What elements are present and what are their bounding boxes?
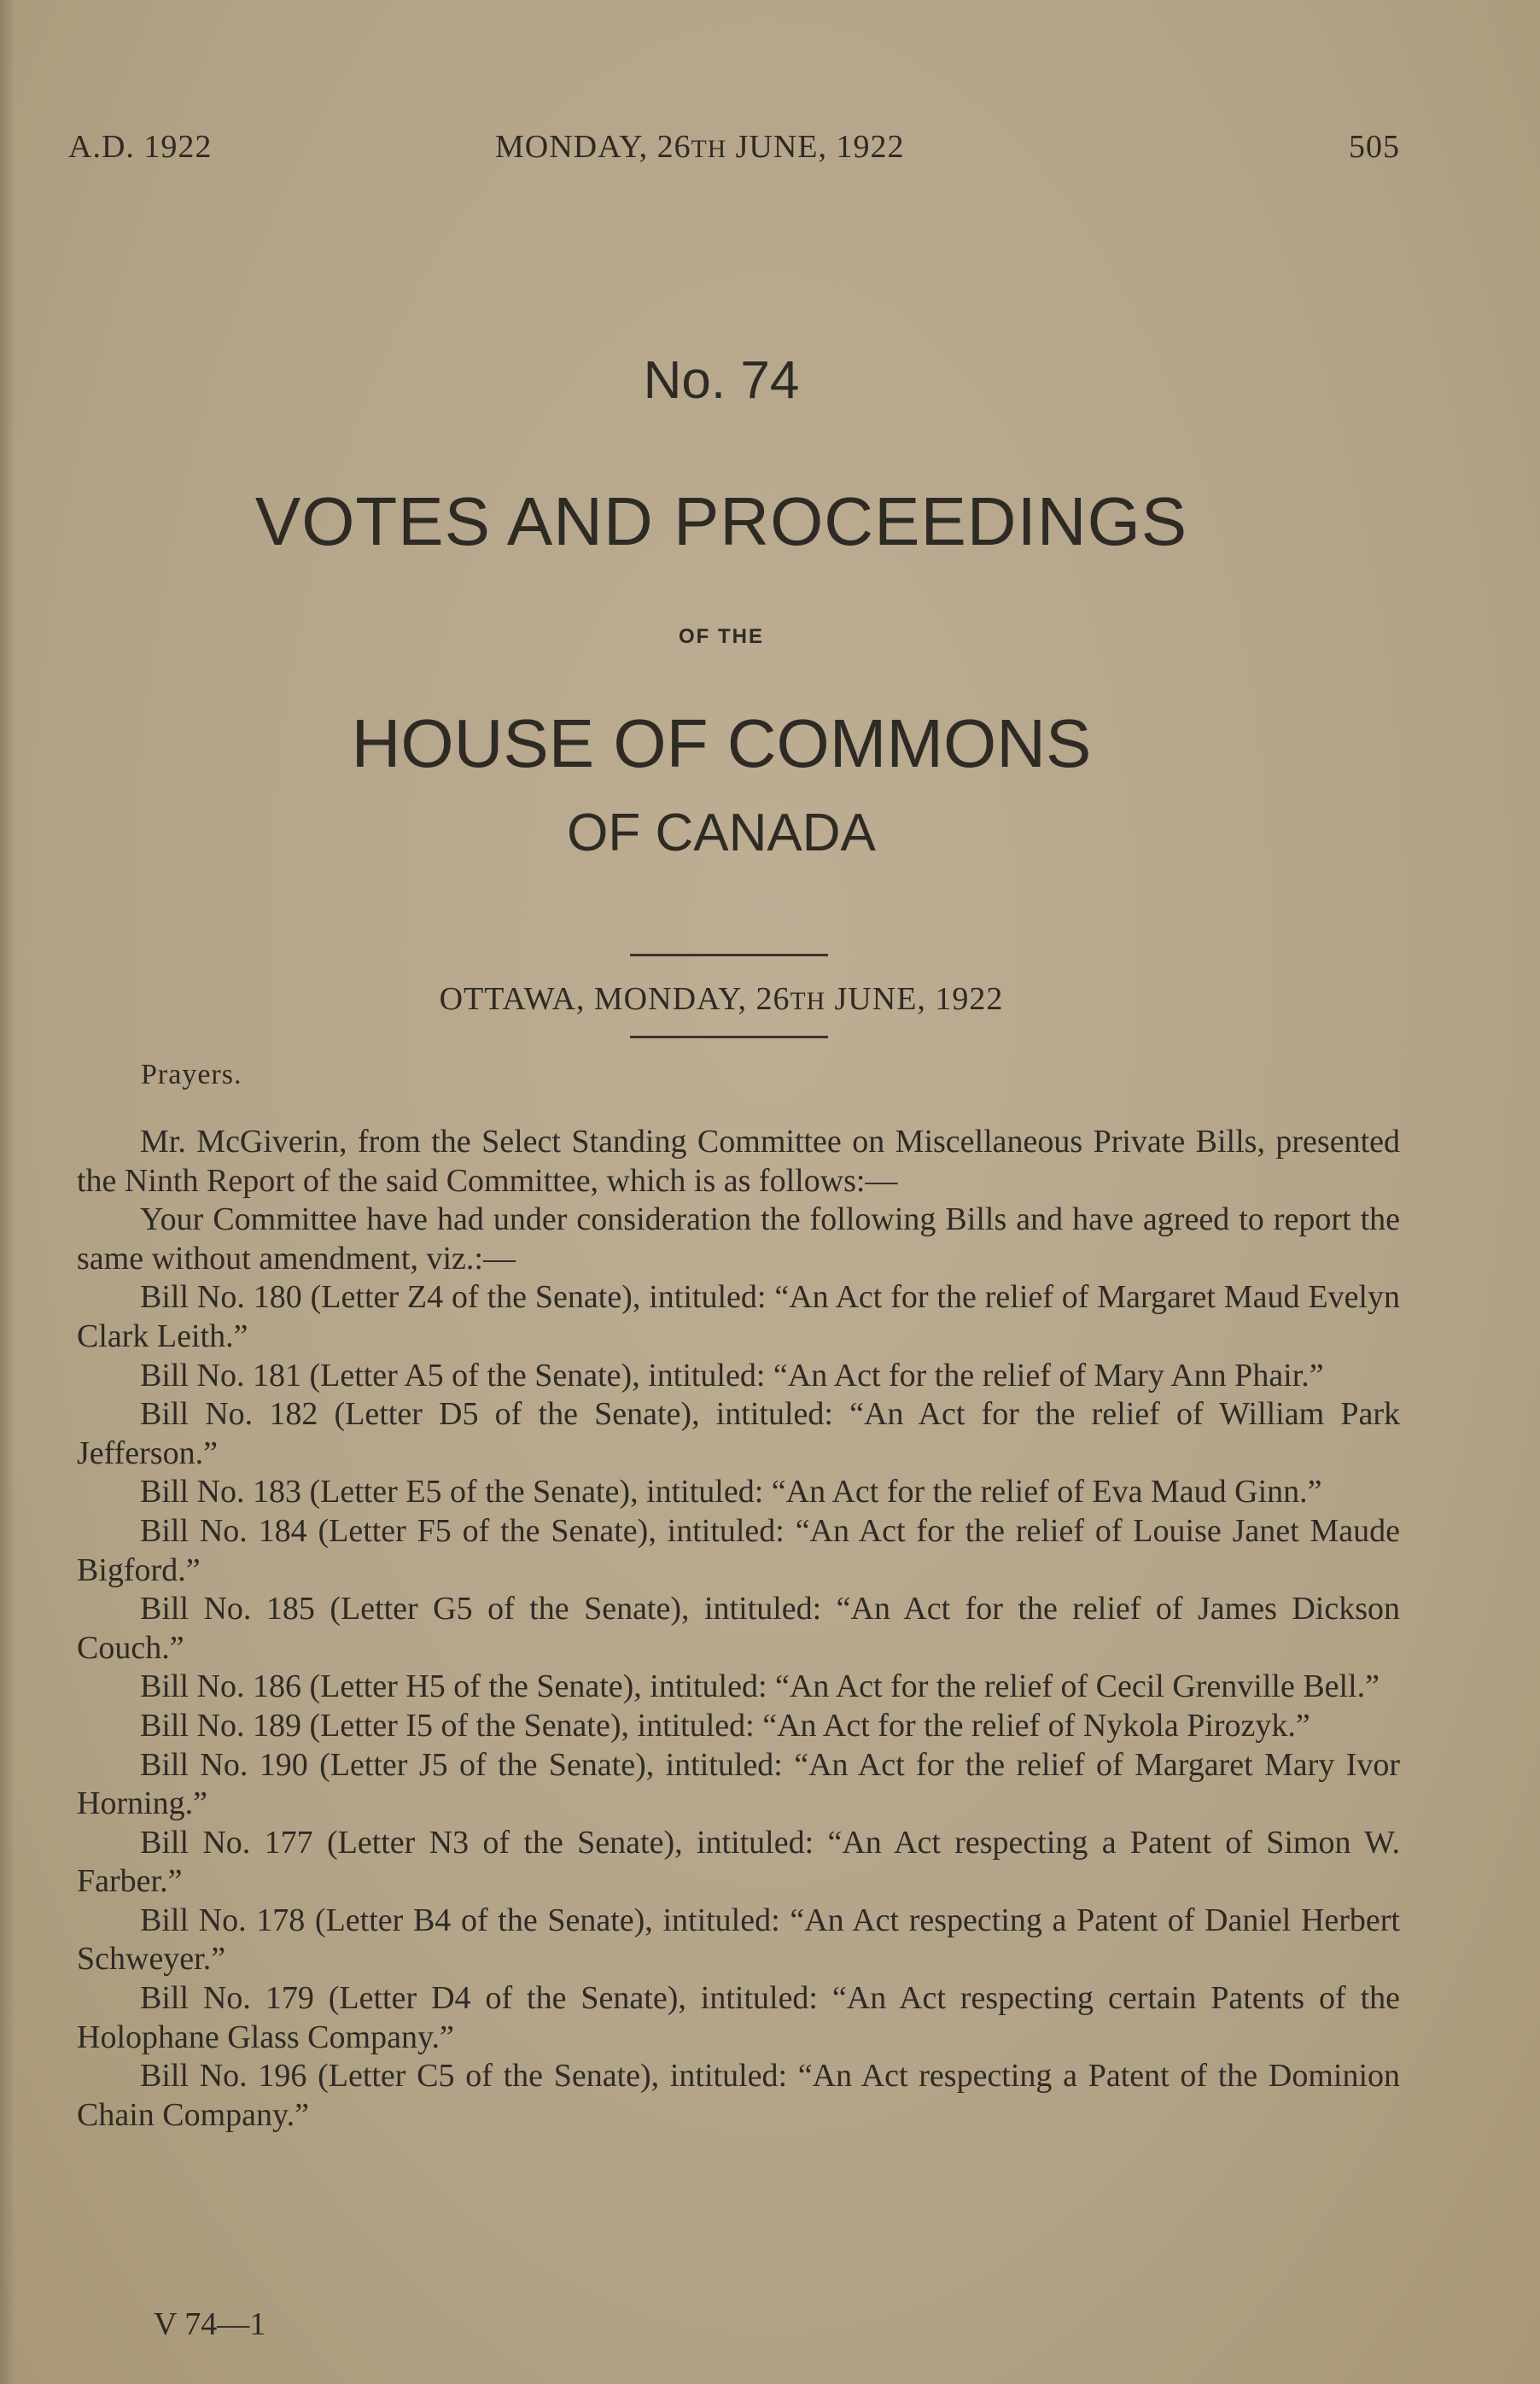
issue-number: No. 74 xyxy=(643,351,800,410)
bill-entry: Bill No. 177 (Letter N3 of the Senate), intituled: “An Act respecting a Patent of Simon W. Farber.” xyxy=(77,1824,1400,1900)
bill-entry: Bill No. 183 (Letter E5 of the Senate), intituled: “An Act for the relief of Eva Maud Ginn.” xyxy=(140,1474,1322,1510)
paragraph-committee-statement: Your Committee have had under consideration the following Bills and have agreed to report the same without amendment, viz.:— xyxy=(77,1201,1400,1277)
bill-entry: Bill No. 184 (Letter F5 of the Senate), intituled: “An Act for the relief of Louise Janet Maude Bigford.” xyxy=(77,1512,1400,1588)
bill-entry: Bill No. 189 (Letter I5 of the Senate), intituled: “An Act for the relief of Nykola Pirozyk.” xyxy=(140,1707,1310,1744)
bill-entry: Bill No. 186 (Letter H5 of the Senate), intituled: “An Act for the relief of Cecil Grenville Bell.” xyxy=(140,1668,1380,1705)
bill-entry: Bill No. 185 (Letter G5 of the Senate), intituled: “An Act for the relief of James Dickson Couch.” xyxy=(77,1591,1400,1666)
body-text xyxy=(77,1123,1400,2135)
bottom-divider xyxy=(630,1036,828,1038)
running-head-year: A.D. 1922 xyxy=(68,129,213,165)
house-title: HOUSE OF COMMONS xyxy=(351,705,1092,781)
title-connector: OF THE xyxy=(679,625,764,648)
running-head-date-prefix: MONDAY, 26 xyxy=(495,129,691,165)
bill-entry: Bill No. 178 (Letter B4 of the Senate), intituled: “An Act respecting a Patent of Daniel Herbert Schweyer.” xyxy=(77,1902,1400,1978)
country-title: OF CANADA xyxy=(567,803,876,862)
prayers-heading: Prayers. xyxy=(141,1059,242,1090)
dateline-suffix: JUNE, 1922 xyxy=(825,981,1004,1017)
running-head-date xyxy=(495,128,905,166)
dateline xyxy=(0,980,1443,1018)
running-head-date-suffix-th: TH xyxy=(691,136,727,163)
running-head xyxy=(68,128,1400,179)
bill-entry: Bill No. 182 (Letter D5 of the Senate), intituled: “An Act for the relief of William Park Jefferson.” xyxy=(77,1396,1400,1471)
signature-mark: V 74—1 xyxy=(154,2306,266,2342)
bill-entry: Bill No. 196 (Letter C5 of the Senate), intituled: “An Act respecting a Patent of the Dominion Chain Company.” xyxy=(77,2058,1400,2133)
dateline-prefix: OTTAWA, MONDAY, 26 xyxy=(439,981,790,1017)
bill-entry: Bill No. 190 (Letter J5 of the Senate), intituled: “An Act for the relief of Margaret Mary Ivor Horning.” xyxy=(77,1746,1400,1822)
dateline-th: TH xyxy=(790,988,826,1015)
bill-entry: Bill No. 180 (Letter Z4 of the Senate), intituled: “An Act for the relief of Margaret Maud Evelyn Clark Leith.” xyxy=(77,1279,1400,1354)
bill-entry: Bill No. 181 (Letter A5 of the Senate), intituled: “An Act for the relief of Mary Ann Phair.” xyxy=(140,1357,1324,1394)
page-number: 505 xyxy=(1349,129,1400,165)
top-divider xyxy=(630,954,828,956)
document-title: VOTES AND PROCEEDINGS xyxy=(254,483,1188,559)
bill-entry: Bill No. 179 (Letter D4 of the Senate), intituled: “An Act respecting certain Patents of the Holophane Glass Company.” xyxy=(77,1980,1400,2055)
paragraph-report-intro: Mr. McGiverin, from the Select Standing Committee on Miscellaneous Private Bills, presented the Ninth Report of the said Committee, which is as follows:— xyxy=(77,1124,1400,1199)
running-head-date-suffix: JUNE, 1922 xyxy=(726,129,905,165)
